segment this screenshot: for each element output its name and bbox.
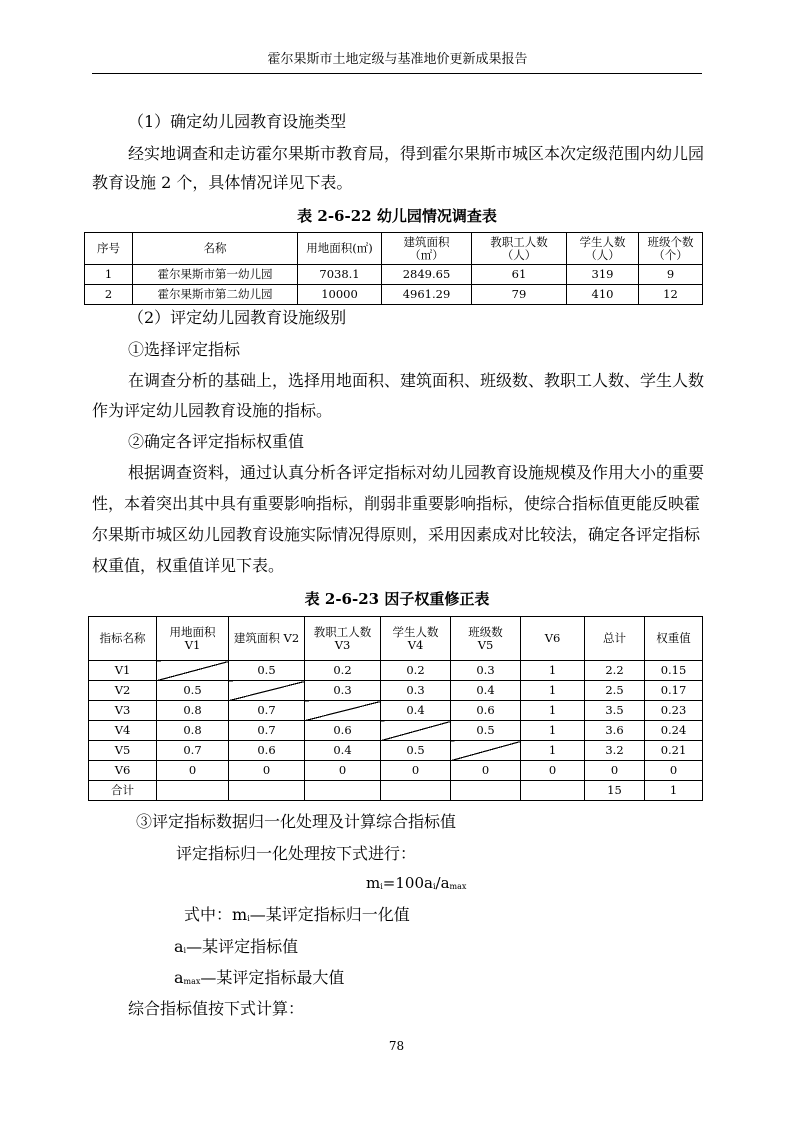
- table-cell: V5: [89, 741, 157, 761]
- table-cell: 0.2: [305, 661, 381, 681]
- definition-amax-prefix: a: [174, 968, 184, 987]
- section-1-title: （1）确定幼儿园教育设施类型: [128, 112, 347, 131]
- diagonal-cell: [451, 741, 521, 761]
- table-cell: 0.3: [305, 681, 381, 701]
- definition-amax: [174, 968, 344, 992]
- table-1-header-row: [85, 233, 703, 265]
- table-cell: [381, 781, 451, 801]
- step-2-title: ②确定各评定指标权重值: [128, 432, 305, 451]
- diagonal-cell: [305, 701, 381, 721]
- table-cell: 1: [521, 701, 585, 721]
- table-cell: 0.5: [157, 681, 229, 701]
- table-2-header-cell: 班级数 V5: [451, 617, 521, 661]
- table-1-caption: 表 2-6-22 幼儿园情况调查表: [297, 207, 497, 225]
- table-cell: 0.5: [381, 741, 451, 761]
- table-cell: 0.7: [157, 741, 229, 761]
- table-cell: 霍尔果斯市第一幼儿园: [133, 265, 298, 285]
- table-cell: V1: [89, 661, 157, 681]
- table-cell: 0: [585, 761, 645, 781]
- table-cell: [229, 781, 305, 801]
- table-cell: 0.4: [451, 681, 521, 701]
- paragraph-1-line-2: 教育设施 2 个，具体情况详见下表。: [92, 173, 353, 192]
- table-row: [89, 661, 703, 681]
- table-cell: 0.7: [229, 701, 305, 721]
- formula-slash: /a: [435, 874, 450, 892]
- table-cell: 0.6: [451, 701, 521, 721]
- table-cell: [305, 781, 381, 801]
- table-1-header-cell: 建筑面积 （㎡）: [382, 233, 472, 265]
- table-cell: V4: [89, 721, 157, 741]
- table-1-header-cell: 用地面积(㎡): [298, 233, 382, 265]
- paragraph-2-line-2: 作为评定幼儿园教育设施的指标。: [92, 401, 333, 420]
- definition-a: [174, 937, 298, 961]
- table-cell: V2: [89, 681, 157, 701]
- table-cell: 0.3: [451, 661, 521, 681]
- step-1-title: ①选择评定指标: [128, 340, 241, 359]
- table-2-caption: 表 2-6-23 因子权重修正表: [304, 590, 490, 608]
- table-row: [85, 285, 703, 305]
- table-cell: 1: [645, 781, 703, 801]
- table-cell: 0.24: [645, 721, 703, 741]
- table-cell: 2: [85, 285, 133, 305]
- table-row: [89, 741, 703, 761]
- table-total-row: [89, 781, 703, 801]
- formula-next: 综合指标值按下式计算：: [128, 999, 305, 1018]
- page-number: 78: [388, 1039, 405, 1053]
- table-cell: 0: [305, 761, 381, 781]
- table-cell: 霍尔果斯市第二幼儿园: [133, 285, 298, 305]
- table-2-header-cell: 用地面积 V1: [157, 617, 229, 661]
- table-cell: 0.8: [157, 721, 229, 741]
- table-cell: 7038.1: [298, 265, 382, 285]
- definition-amax-sub: max: [183, 977, 201, 986]
- table-cell: 2.5: [585, 681, 645, 701]
- definition-a-text: —某评定指标值: [186, 937, 299, 956]
- table-cell: 0.7: [229, 721, 305, 741]
- table-cell: 0: [645, 761, 703, 781]
- definition-m-sub: i: [247, 914, 250, 923]
- formula-lhs-sub: i: [380, 882, 383, 891]
- table-cell: 0: [229, 761, 305, 781]
- paragraph-1-line-1: 经实地调查和走访霍尔果斯市教育局，得到霍尔果斯市城区本次定级范围内幼儿园: [128, 144, 705, 163]
- table-cell: 1: [85, 265, 133, 285]
- paragraph-3-line-1: 根据调查资料，通过认真分析各评定指标对幼儿园教育设施规模及作用大小的重要: [128, 463, 705, 482]
- table-cell: 0.6: [229, 741, 305, 761]
- step-3-title: ③评定指标数据归一化处理及计算综合指标值: [136, 812, 457, 831]
- diagonal-cell: [229, 681, 305, 701]
- table-cell: 0.17: [645, 681, 703, 701]
- paragraph-2-line-1: 在调查分析的基础上，选择用地面积、建筑面积、班级数、教职工人数、学生人数: [128, 371, 705, 390]
- definition-m-prefix: 式中：m: [184, 905, 248, 924]
- table-cell: 0.15: [645, 661, 703, 681]
- table-1-header-cell: 学生人数 （人）: [567, 233, 639, 265]
- table-2-header-row: [89, 617, 703, 661]
- table-cell: 0.2: [381, 661, 451, 681]
- table-cell: 319: [567, 265, 639, 285]
- table-cell: 0.3: [381, 681, 451, 701]
- table-cell: 0.5: [229, 661, 305, 681]
- formula-max-sub: max: [449, 882, 467, 891]
- table-cell: [157, 781, 229, 801]
- table-cell: 1: [521, 721, 585, 741]
- diagonal-cell: [157, 661, 229, 681]
- kindergarten-survey-table: [84, 232, 703, 305]
- table-1-header-cell: 班级个数 （个）: [639, 233, 703, 265]
- table-cell: 10000: [298, 285, 382, 305]
- table-cell: 1: [521, 681, 585, 701]
- table-row: [89, 721, 703, 741]
- table-cell: 4961.29: [382, 285, 472, 305]
- table-cell: 0.6: [305, 721, 381, 741]
- table-cell: 0.8: [157, 701, 229, 721]
- table-cell: 0.5: [451, 721, 521, 741]
- table-2-header-cell: 指标名称: [89, 617, 157, 661]
- table-cell: 61: [472, 265, 567, 285]
- table-cell: 0.23: [645, 701, 703, 721]
- formula-a-sub: i: [432, 882, 436, 891]
- paragraph-3-line-2: 性，本着突出其中具有重要影响指标，削弱非重要影响指标，使综合指标值更能反映霍: [92, 494, 701, 513]
- section-2-title: （2）评定幼儿园教育设施级别: [128, 308, 347, 327]
- table-cell: 0: [381, 761, 451, 781]
- formula-eq: =100a: [382, 874, 433, 892]
- table-row: [85, 265, 703, 285]
- table-2-header-cell: 教职工人数 V3: [305, 617, 381, 661]
- definition-m: [184, 905, 410, 929]
- table-cell: 1: [521, 661, 585, 681]
- table-cell: 9: [639, 265, 703, 285]
- header-rule: [92, 73, 702, 74]
- factor-weight-table: [88, 616, 703, 801]
- definition-a-sub: i: [183, 946, 187, 955]
- diagonal-cell: [381, 721, 451, 741]
- definition-amax-text: —某评定指标最大值: [200, 968, 345, 987]
- table-cell: 0: [451, 761, 521, 781]
- table-cell: 410: [567, 285, 639, 305]
- table-cell: 2.2: [585, 661, 645, 681]
- table-cell: 12: [639, 285, 703, 305]
- definition-m-text: —某评定指标归一化值: [249, 905, 410, 924]
- definition-a-prefix: a: [174, 937, 184, 956]
- table-cell: 15: [585, 781, 645, 801]
- table-row: [89, 681, 703, 701]
- table-2-header-cell: 建筑面积 V2: [229, 617, 305, 661]
- table-cell: 0.21: [645, 741, 703, 761]
- table-cell: V3: [89, 701, 157, 721]
- table-2-header-cell: 权重值: [645, 617, 703, 661]
- formula-lhs: m: [366, 874, 381, 892]
- page-header: 霍尔果斯市土地定级与基准地价更新成果报告: [267, 52, 528, 67]
- table-cell: 3.2: [585, 741, 645, 761]
- table-2-header-cell: 学生人数 V4: [381, 617, 451, 661]
- table-cell: 0: [521, 761, 585, 781]
- paragraph-3-line-3: 尔果斯市城区幼儿园教育设施实际情况得原则，采用因素成对比较法，确定各评定指标: [92, 525, 701, 544]
- table-2-header-cell: 总计: [585, 617, 645, 661]
- table-cell: 79: [472, 285, 567, 305]
- table-row: [89, 701, 703, 721]
- table-cell: 0.4: [381, 701, 451, 721]
- table-cell: [521, 781, 585, 801]
- normalization-formula: [366, 874, 466, 892]
- table-cell: 1: [521, 741, 585, 761]
- table-1-header-cell: 序号: [85, 233, 133, 265]
- table-cell: 2849.65: [382, 265, 472, 285]
- table-1-header-cell: 教职工人数 （人）: [472, 233, 567, 265]
- table-cell: 3.5: [585, 701, 645, 721]
- table-cell: 3.6: [585, 721, 645, 741]
- paragraph-3-line-4: 权重值，权重值详见下表。: [92, 556, 285, 575]
- table-cell: V6: [89, 761, 157, 781]
- table-cell: [451, 781, 521, 801]
- table-row: [89, 761, 703, 781]
- table-1-header-cell: 名称: [133, 233, 298, 265]
- formula-intro: 评定指标归一化处理按下式进行：: [176, 844, 417, 863]
- table-cell: 合计: [89, 781, 157, 801]
- table-cell: 0.4: [305, 741, 381, 761]
- table-cell: 0: [157, 761, 229, 781]
- table-2-header-cell: V6: [521, 617, 585, 661]
